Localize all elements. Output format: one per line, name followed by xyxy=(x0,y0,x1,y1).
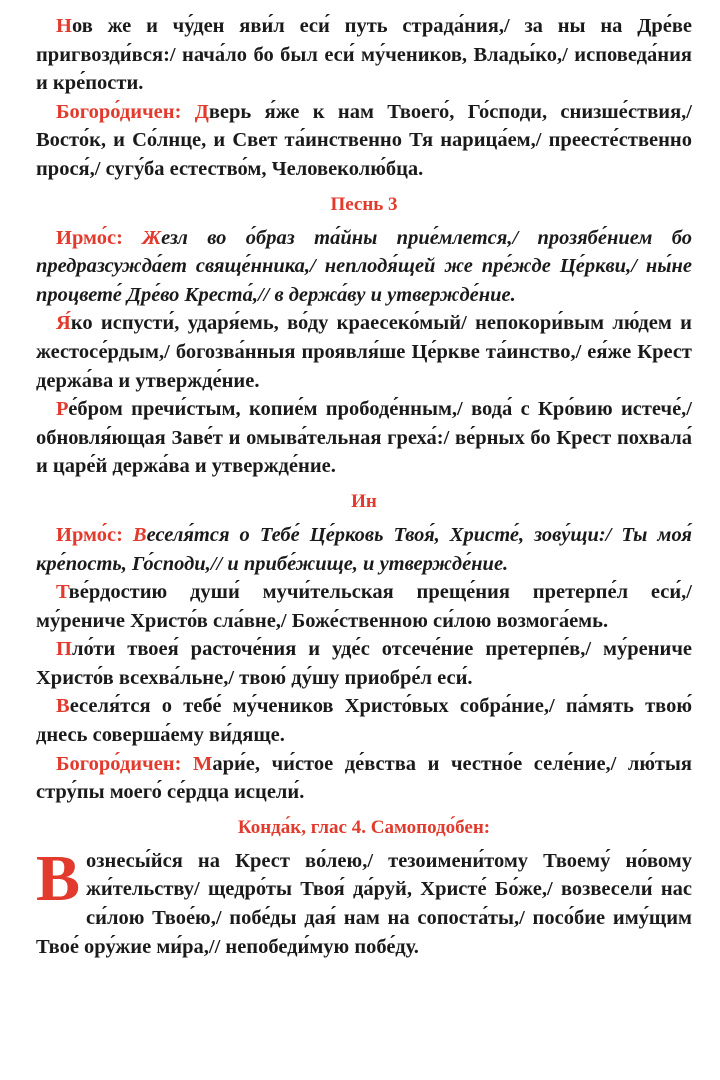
drop-cap: В xyxy=(36,841,81,915)
stanza-text: еселя́тся о тебе́ му́чеников Христо́вых собра́ние,/ па́мять твою́ днесь соверша́ему ви́дяще. xyxy=(36,695,692,747)
kontakion-heading: Конда́к, глас 4. Самоподо́бен: xyxy=(237,816,491,838)
theotokion-label: Богоро́дичен: xyxy=(56,100,182,123)
stanza-5 xyxy=(36,635,692,692)
initial-letter: Д xyxy=(194,100,209,123)
initial-letter: Ж xyxy=(142,226,162,249)
initial-letter: В xyxy=(132,523,147,546)
stanza-6 xyxy=(36,692,692,749)
initial-letter: Я́ xyxy=(56,312,71,335)
irmos-text: еселя́тся о Тебе́ Це́рковь Твоя́, Христе́, зову́щи:/ Ты моя́ кре́пость, Го́споди,// и прибе́жище, и утвержде́ние. xyxy=(36,523,692,575)
stanza-text: верь я́же к нам Твоего́, Го́споди, снизше́ствия,/ Восто́к, и Со́лнце, и Свет та́инственно Тя нарица́ем,/ преесте́ственно прося́,/ сугу́ба естество́м, Человеколю́бца. xyxy=(36,100,692,180)
irmos-text: езл во о́браз та́йны прие́млется,/ прозябе́нием бо предразсужда́ет свяще́нника,/ неплодя́щей же пре́жде Це́ркви,/ ны́не процвете́ Дре́во Креста́,// в держа́ву и утвержде́ние. xyxy=(36,226,692,306)
initial-letter: Н xyxy=(56,15,72,37)
stanza-text: ари́е, чи́стое де́вства и честно́е селе́ние,/ лю́тыя стру́пы моего́ се́рдца исцели́. xyxy=(36,752,692,804)
initial-letter: Т xyxy=(56,581,69,604)
initial-letter: М xyxy=(192,752,213,775)
kontakion-body: ознесы́йся на Крест во́лею,/ тезоимени́тому Твоему́ но́вому жи́тельству/ щедро́ты Твоя́ да́руй, Христе́ Бо́же,/ возвесели́ нас си́лою Твое́ю,/ побе́ды дая́ нам на сопоста́ты,/ посо́бие иму́щим Твое́ ору́жие ми́ра,// непобеди́мую побе́ду. xyxy=(36,849,692,958)
in-heading: Ин xyxy=(351,490,377,512)
irmos-label: Ирмо́с: xyxy=(56,226,123,249)
irmos-2 xyxy=(36,521,692,578)
ode-3-heading: Песнь 3 xyxy=(330,193,398,215)
irmos-1 xyxy=(36,224,692,310)
stanza-text: ов же и чу́ден яви́л еси́ путь страда́ния,/ за ны на Дре́ве пригвозди́вся:/ нача́ло бо был еси́ му́чеников, Влады́ко,/ исповеда́ния и кре́пости. xyxy=(36,15,692,95)
kontakion-text xyxy=(36,841,692,961)
theotokion-label: Богоро́дичен: xyxy=(56,752,182,775)
theotokion-2 xyxy=(36,750,692,807)
stanza-1 xyxy=(36,12,692,98)
stanza-text: е́бром пречи́стым, копие́м прободе́нным,/ вода́ с Кро́вию истече́,/ обновля́ющая Заве́т и омыва́тельная греха́:/ ве́рных бо Крест похвала́ и царе́й держа́ва и утвержде́ние. xyxy=(36,398,692,478)
initial-letter: Р xyxy=(56,398,69,421)
stanza-2 xyxy=(36,309,692,395)
stanza-3 xyxy=(36,395,692,481)
stanza-4 xyxy=(36,578,692,635)
stanza-text: ло́ти твоея́ расточе́ния и уде́с отсече́ние претерпе́в,/ му́рениче Христо́в всехва́льне,/ твою́ ду́шу приобре́л еси́. xyxy=(36,638,692,689)
theotokion-1 xyxy=(36,98,692,184)
irmos-label: Ирмо́с: xyxy=(56,523,123,546)
stanza-text: ко испусти́, ударя́емь, во́ду краесеко́мый/ непокори́вым лю́дем и жестосе́рдым,/ богозва́нныя проявля́ше Це́ркве та́инство,/ ея́же Крест держа́ва и утвержде́ние. xyxy=(36,312,692,392)
initial-letter: В xyxy=(56,695,70,718)
initial-letter: П xyxy=(56,638,72,661)
stanza-text: ве́рдостию души́ мучи́тельская преще́ния претерпе́л еси́,/ му́рениче Христо́в сла́вне,/ Боже́ственною си́лою возмога́емь. xyxy=(36,581,692,632)
